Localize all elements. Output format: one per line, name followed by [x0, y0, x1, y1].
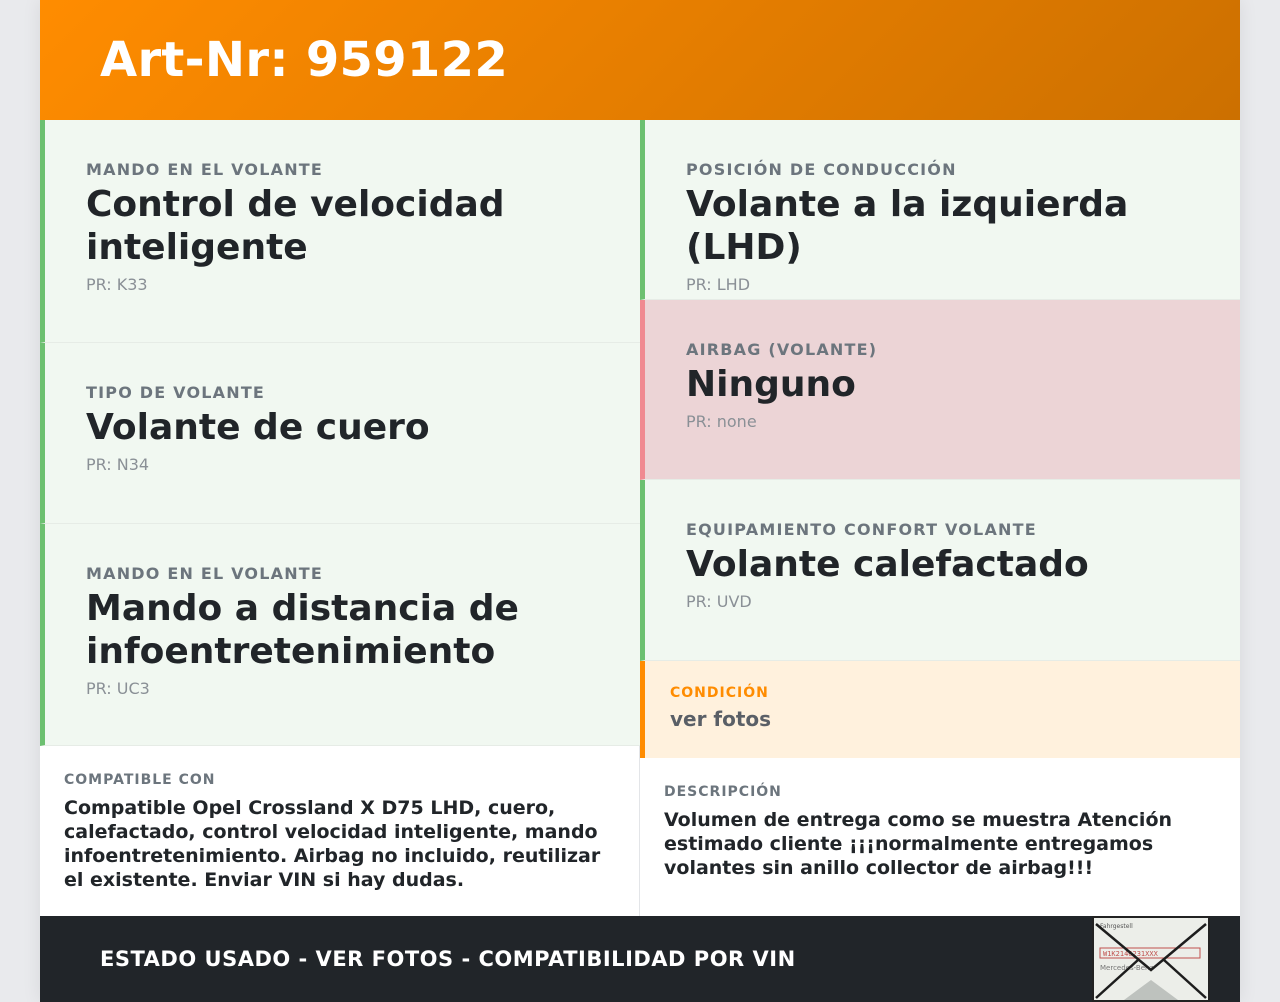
spec-grid [40, 120, 1240, 916]
article-number-title: Art-Nr: 959122 [100, 32, 509, 88]
compatible-text: Compatible Opel Crossland X D75 LHD, cuero, calefactado, control velocidad inteligente, mando infoentretenimiento. Airbag no incluido, reutilizar el existente. Enviar VIN si hay dudas. [64, 797, 601, 891]
spec-card-cruise-control [40, 120, 640, 343]
spec-card-comfort [640, 480, 1240, 661]
stamp-line1: Fahrgestell [1100, 923, 1133, 930]
spec-card-wheel-type [40, 343, 640, 524]
spec-value: Volante calefactado [686, 544, 1089, 585]
condition-box [640, 661, 1240, 758]
product-sheet [40, 0, 1240, 1002]
description-label: DESCRIPCIÓN [664, 784, 782, 800]
footer-slogan: ESTADO USADO - VER FOTOS - COMPATIBILIDAD POR VIN [100, 947, 796, 971]
spec-value: Ninguno [686, 364, 856, 405]
description-section [640, 758, 1240, 916]
left-column [40, 120, 640, 746]
spec-label: EQUIPAMIENTO CONFORT VOLANTE [686, 520, 1037, 539]
spec-label: AIRBAG (VOLANTE) [686, 340, 878, 359]
spec-code: PR: UC3 [86, 679, 150, 698]
spec-label: MANDO EN EL VOLANTE [86, 160, 324, 179]
spec-label: MANDO EN EL VOLANTE [86, 564, 324, 583]
spec-value: Control de velocidad inteligente [86, 184, 505, 268]
compatible-label: COMPATIBLE CON [64, 772, 216, 788]
spec-code: PR: none [686, 412, 757, 431]
right-column [640, 120, 1240, 661]
spec-card-driving-position [640, 120, 1240, 300]
spec-code: PR: UVD [686, 592, 752, 611]
spec-code: PR: K33 [86, 275, 148, 294]
footer-bar [40, 916, 1240, 1002]
spec-value: Volante a la izquierda (LHD) [686, 184, 1129, 268]
spec-card-airbag [640, 300, 1240, 480]
condition-value: ver fotos [670, 707, 772, 731]
spec-label: POSICIÓN DE CONDUCCIÓN [686, 160, 957, 179]
description-text: Volumen de entrega como se muestra Atención estimado cliente ¡¡¡normalmente entregamos volantes sin anillo collector de airbag!!! [664, 809, 1173, 879]
spec-code: PR: N34 [86, 455, 150, 474]
stamp-line2: W1K2146231XXX [1103, 950, 1158, 958]
compatible-section [40, 746, 640, 916]
envelope-stamp-icon [1092, 916, 1210, 1002]
spec-value: Volante de cuero [86, 407, 430, 448]
spec-card-infotainment-remote [40, 524, 640, 746]
spec-code: PR: LHD [686, 275, 751, 294]
stamp-graphic [1094, 918, 1208, 1000]
condition-label: CONDICIÓN [670, 685, 769, 701]
spec-value: Mando a distancia de infoentretenimiento [86, 588, 519, 672]
header-bar [40, 0, 1240, 120]
stamp-line3: Mercedes-Benz [1100, 964, 1154, 972]
spec-label: TIPO DE VOLANTE [86, 383, 266, 402]
